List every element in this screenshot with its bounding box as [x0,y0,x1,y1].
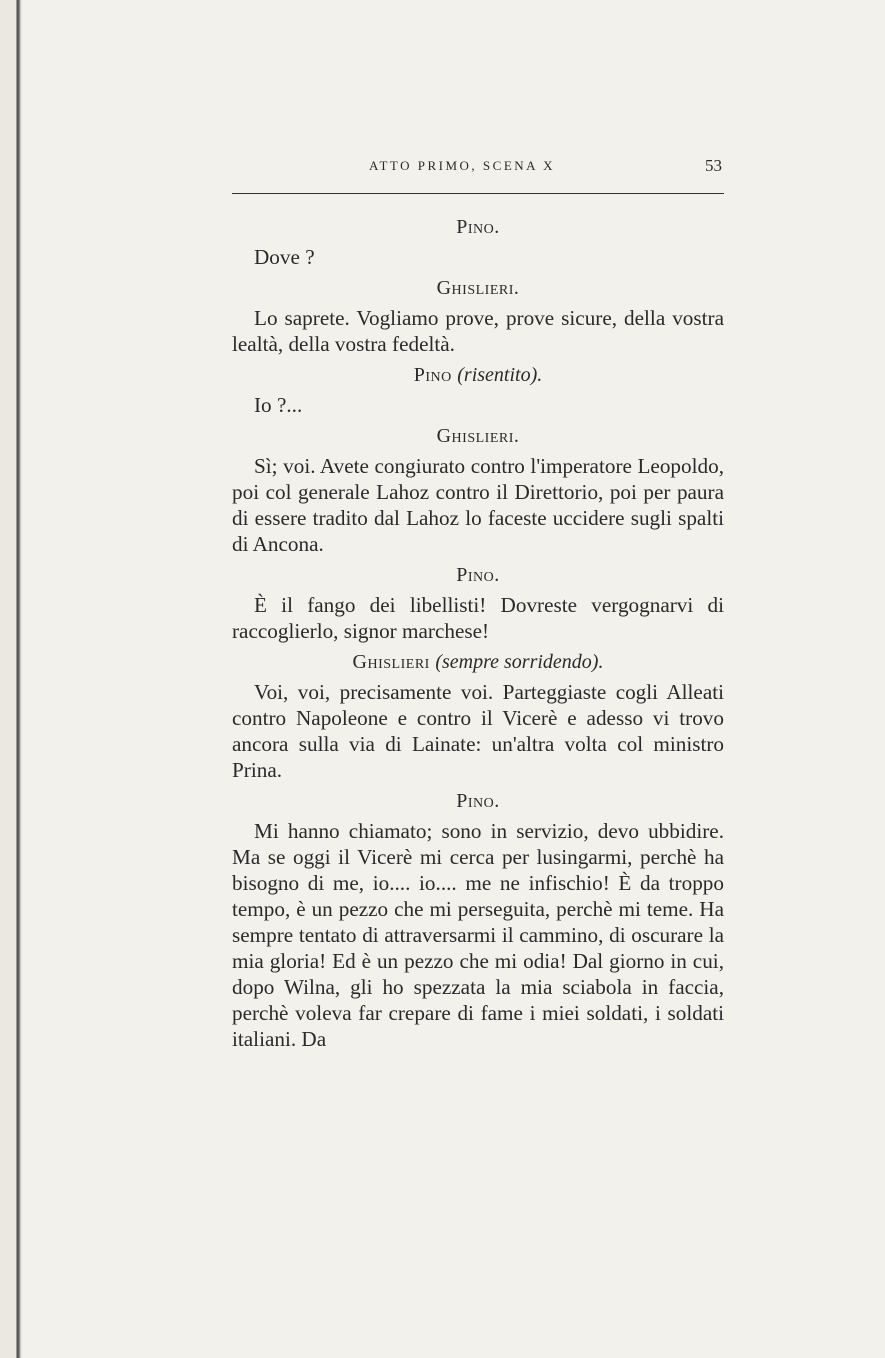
dialogue-text: Voi, voi, precisamente voi. Parteggiaste cogli Alleati contro Napoleone e contro il Vicerè e adesso vi trovo ancora sulla via di Lainate: un'altra volta col ministro Prina. [232,680,724,782]
dialogue-block [232,788,724,1052]
speaker-name: Pino. [456,216,500,238]
speaker-name: Pino. [456,564,500,586]
dialogue-block [232,214,724,270]
speaker-heading [232,649,724,675]
speaker-heading [232,275,724,301]
speaker-heading [232,788,724,814]
dialogue-block [232,275,724,357]
dialogue-text: È il fango dei libellisti! Dovreste vergognarvi di raccoglierlo, signor marchese! [232,593,724,643]
speaker-heading [232,423,724,449]
speaker-name: Ghislieri. [436,277,520,299]
running-title: ATTO PRIMO, SCENA X [369,158,555,173]
dialogue-text: Sì; voi. Avete congiurato contro l'imperatore Leopoldo, poi col generale Lahoz contro il Direttorio, poi per paura di essere tradito dal Lahoz lo faceste uccidere sugli spalti di Ancona. [232,454,724,556]
speaker-name: Pino. [456,790,500,812]
stage-direction: (sempre sorridendo). [435,651,604,673]
header-rule [232,193,724,194]
speaker-heading [232,214,724,240]
dialogue-text: Io ?... [254,393,303,417]
book-page [232,0,724,1358]
speaker-name: Pino [413,364,452,386]
speaker-name: Ghislieri. [436,425,520,447]
speaker-name: Ghislieri [352,651,430,673]
dialogue-text: Lo saprete. Vogliamo prove, prove sicure, della vostra lealtà, della vostra fedeltà. [232,306,724,356]
speaker-heading [232,562,724,588]
page-number: 53 [705,156,722,175]
book-binding-edge [0,0,22,1358]
page-header [232,158,724,182]
dialogue-text: Dove ? [254,245,315,269]
dialogue-block [232,649,724,783]
dialogue-block [232,362,724,418]
dialogue-text: Mi hanno chiamato; sono in servizio, devo ubbidire. Ma se oggi il Vicerè mi cerca per lusingarmi, perchè ha bisogno di me, io.... io.... me ne infischio! È da troppo tempo, è un pezzo che mi perseguita, perchè mi teme. Ha sempre tentato di attraversarmi il cammino, di oscurare la mia gloria! Ed è un pezzo che mi odia! Dal giorno in cui, dopo Wilna, gli ho spezzata la mia sciabola in faccia, perchè voleva far crepare di fame i miei soldati, i soldati italiani. Da [232,819,724,1051]
play-text [232,210,724,1057]
stage-direction: (risentito). [457,364,543,386]
dialogue-block [232,562,724,644]
dialogue-block [232,423,724,557]
speaker-heading [232,362,724,388]
